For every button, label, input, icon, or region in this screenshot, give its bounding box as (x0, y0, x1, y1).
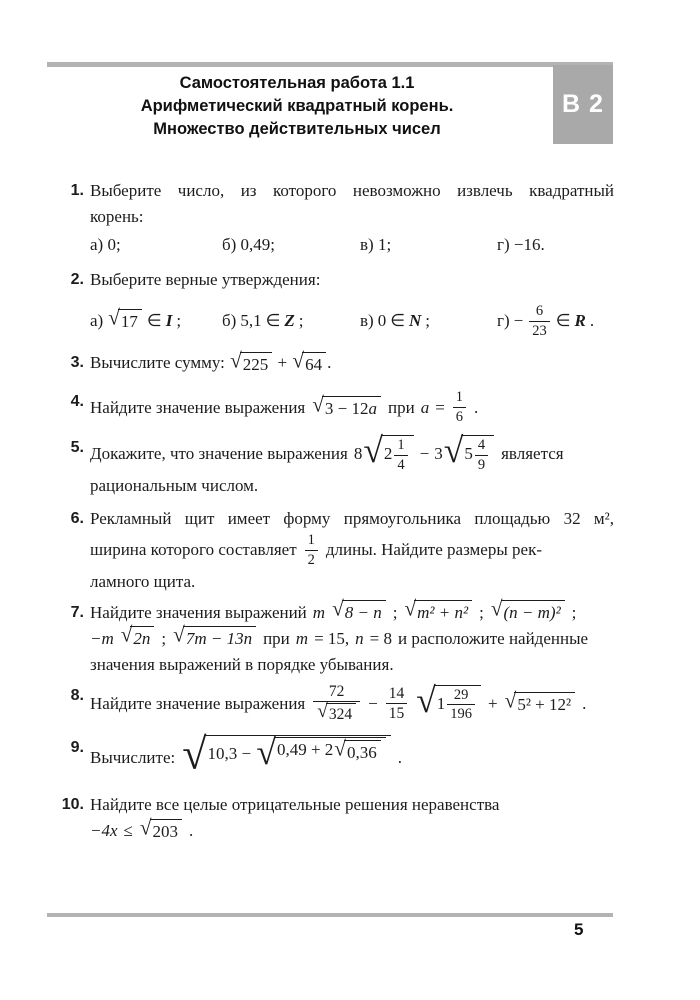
math-fraction: 72 √ 324 (313, 683, 360, 726)
math-fraction: $\frac{6}{23}$ (529, 303, 550, 339)
math-expression: 8 √ 2 $\frac{1}{4}$ − 3 √ 5 $\frac{4}{9}$ (354, 435, 495, 473)
option-b: б) 5,1 ∈ Z ; (222, 308, 360, 334)
problem-number: 4. (70, 393, 84, 411)
math-sqrt: √ 10,3 − √ 0,49 + 2 √ 0,36 (182, 735, 390, 779)
problem-7 (70, 597, 614, 678)
math-sqrt: √ 5² + 12² (505, 692, 575, 716)
problem-text: Найдите все целые отрицательные решения неравенства (90, 794, 500, 814)
math-sqrt: √ m² + n² (404, 600, 472, 624)
problem-number: 3. (70, 354, 84, 372)
problem-10 (61, 792, 614, 844)
math-sqrt: √ 7m − 13n (173, 626, 256, 650)
math-sqrt: √ 1 $\frac{29}{196}$ (416, 685, 481, 723)
problem-text: Вычислите: √ 10,3 − √ 0,49 + 2 √ 0,36 . (90, 729, 402, 779)
options-row (90, 303, 614, 339)
option-a: а) 0; (90, 235, 121, 254)
option-g: г) − $\frac{6}{23}$ ∈ R . (497, 303, 595, 339)
problem-text: Выберите верные утверждения: (90, 270, 321, 289)
less-equal-symbol: ≤ (123, 820, 133, 840)
radical-sign: √ (256, 732, 276, 773)
problem-5 (70, 429, 614, 499)
math-fraction: $\frac{4}{9}$ (475, 437, 488, 473)
problem-text: Докажите, что значение выражения 8 √ 2 $\frac{1}{4}$ − 3 √ 5 $\frac{4}{9}$ является (90, 429, 564, 473)
option-b: б) 0,49; (222, 235, 276, 254)
element-of-symbol: ∈ (146, 311, 162, 331)
math-sqrt: √ 2n (121, 626, 155, 650)
radical-sign: √ (312, 392, 324, 417)
radical-sign: √ (334, 736, 346, 761)
radical-sign: √ (120, 623, 133, 648)
option-a: а) √ 17 ∈ I ; (90, 308, 222, 334)
problem-number: 6. (70, 510, 84, 528)
problem-number: 10. (61, 795, 84, 813)
problem-text: корень: (90, 207, 144, 226)
title-line-3: Множество действительных чисел (153, 120, 441, 138)
math-fraction: $\frac{14}{15}$ (386, 685, 408, 724)
math-fraction: $\frac{29}{196}$ (447, 687, 475, 723)
math-sqrt: √ 5 $\frac{4}{9}$ (444, 435, 494, 473)
page-number: 5 (574, 920, 584, 939)
header-rule (47, 62, 613, 67)
problem-2 (70, 267, 614, 339)
math-sqrt: √ 2 $\frac{1}{4}$ (363, 435, 413, 473)
element-of-symbol: ∈ (390, 311, 406, 331)
radical-sign: √ (317, 701, 328, 723)
radical-sign: √ (416, 679, 436, 720)
title-line-2: Арифметический квадратный корень. (140, 97, 454, 115)
radical-sign: √ (182, 729, 207, 779)
problem-text: ламного щита. (90, 571, 196, 591)
option-v: в) 1; (360, 235, 392, 254)
problem-text: Выберите число, из которого невозможно извлечь квадратный (90, 181, 614, 200)
problem-text: Рекламный щит имеет форму прямоугольника площадью 32 м², (90, 509, 614, 529)
element-of-symbol: ∈ (265, 311, 281, 331)
problem-text: Найдите значения выражений m √ 8 − n ; √ m² + n² ; √ (n − m)² ; (90, 600, 614, 626)
math-fraction: $\frac{1}{2}$ (305, 532, 318, 568)
problem-text: −4x ≤ √ 203 . (90, 818, 614, 844)
option-v: в) 0 ∈ N ; (360, 308, 497, 334)
problem-number: 2. (70, 271, 84, 288)
option-g: г) −16. (497, 235, 545, 254)
set-symbol: Z (284, 311, 295, 331)
set-symbol: R (574, 311, 586, 331)
math-sqrt: √ 203 (140, 819, 182, 843)
problem-6 (70, 506, 614, 594)
math-sqrt: √ 0,49 + 2 √ 0,36 (256, 737, 385, 773)
problem-text: рациональным числом. (90, 476, 259, 496)
problem-number: 8. (70, 686, 84, 704)
problem-3: 3. Вычислите сумму: √ 225 + √ 64 . (90, 350, 614, 376)
problem-text: Найдите значение выражения √ 3 − 12a при a = $\frac{1}{6}$ . (90, 389, 479, 426)
set-symbol: I (165, 311, 173, 331)
math-sqrt: √ 8 − n (332, 600, 386, 624)
radical-sign: √ (404, 597, 417, 622)
radical-sign: √ (108, 305, 120, 330)
problem-4 (70, 389, 614, 426)
radical-sign: √ (173, 623, 185, 648)
problem-8 (70, 679, 614, 726)
worksheet-title (47, 72, 547, 141)
problem-text: Вычислите сумму: (90, 353, 225, 373)
math-fraction: $\frac{1}{4}$ (394, 437, 407, 473)
problem-text: −m √ 2n ; √ 7m − 13n при m = 15, n = 8 и расположите найденные (90, 626, 614, 652)
radical-sign: √ (363, 429, 383, 470)
options-row (90, 232, 614, 258)
math-fraction: $\frac{1}{6}$ (453, 389, 466, 425)
radical-sign: √ (490, 597, 503, 622)
math-sqrt: √ 225 (230, 352, 272, 376)
radical-sign: √ (332, 597, 344, 622)
footer-rule (47, 913, 613, 917)
math-sqrt: √ 64 (292, 352, 326, 376)
problem-number: 7. (70, 603, 84, 621)
problem-number: 5. (70, 438, 84, 456)
math-sqrt: √ 0,36 (334, 740, 380, 764)
set-symbol: N (409, 311, 422, 331)
problem-text: значения выражений в порядке убывания. (90, 654, 394, 674)
problem-9 (70, 729, 614, 779)
variant-badge: В 2 (553, 65, 613, 144)
radical-sign: √ (443, 429, 464, 470)
problem-text: ширина которого составляет $\frac{1}{2}$ длины. Найдите размеры рек- (90, 532, 542, 568)
radical-sign: √ (139, 815, 152, 840)
problem-number: 9. (70, 739, 84, 757)
math-sqrt: √ (n − m)² (491, 600, 565, 624)
problem-text: Найдите значение выражения 72 √ 324 − $\frac{14}{15}$ √ 1 $\frac{29}{196}$ + √ 5² + 12² . (90, 683, 614, 726)
problem-1 (70, 178, 614, 258)
title-line-1: Самостоятельная работа 1.1 (179, 74, 415, 92)
problem-number: 1. (70, 182, 84, 199)
math-sqrt: √ 324 (317, 703, 356, 725)
problem-list (61, 178, 614, 844)
header (47, 62, 613, 141)
radical-sign: √ (504, 688, 517, 713)
math-sqrt: √ 3 − 12a (312, 396, 381, 420)
radical-sign: √ (292, 349, 305, 374)
math-sqrt: √ 17 (108, 309, 142, 333)
element-of-symbol: ∈ (555, 311, 571, 331)
radical-sign: √ (230, 349, 242, 374)
